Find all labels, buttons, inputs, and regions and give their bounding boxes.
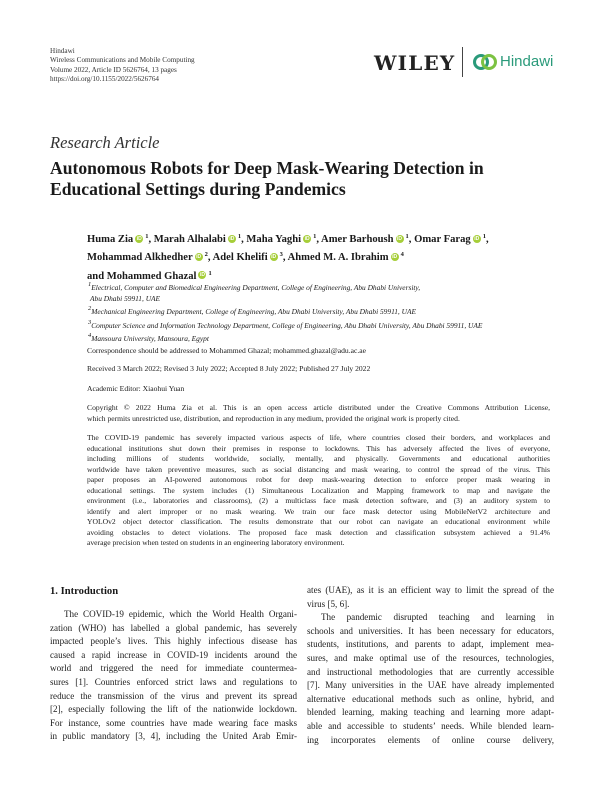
paragraph-line: students, institutions, and parents to adapt, implement mea- <box>307 639 554 650</box>
author-name: Maha Yaghi <box>246 234 302 245</box>
paragraph-line: For instance, some countries have made wearing face masks <box>50 717 297 728</box>
author-affiliation-number: 4 <box>400 251 404 259</box>
author-row: Mohammad Alkhedher iD $^2$, Adel Khelifi iD $^3$, Ahmed M. A. Ibrahim iD $^4$ <box>87 251 404 264</box>
paragraph-line: ing incorporates elements of online course delivery, <box>307 734 554 745</box>
paragraph-line: caused a rapid increase in COVID-19 incidents around the <box>50 649 297 660</box>
affiliation-line <box>87 280 557 294</box>
paragraph-line: able and accessible to students’ needs. While blended learn- <box>307 720 554 731</box>
journal-info <box>50 47 195 84</box>
orcid-icon[interactable]: iD <box>229 235 235 242</box>
affiliation-number: 3 <box>88 318 92 326</box>
correspondence: Correspondence should be addressed to Mohammed Ghazal; mohammed.ghazal@adu.ac.ae <box>87 346 367 355</box>
hindawi-logo-icon <box>473 51 497 73</box>
affiliation-text: Electrical, Computer and Biomedical Engineering Department, College of Engineering, Abu Dhabi University, <box>91 283 421 292</box>
author-affiliation-number: 1 <box>237 233 242 240</box>
author-affiliation-number: 3 <box>279 251 283 259</box>
hindawi-logo-text: Hindawi <box>500 53 554 70</box>
author-affiliation-number: 1 <box>145 233 149 240</box>
orcid-icon[interactable]: iD <box>304 235 310 242</box>
paragraph-line: in public mandatory [3, 4], including the United Arab Emir- <box>50 731 297 742</box>
affiliation-line <box>87 294 557 305</box>
orcid-icon[interactable]: iD <box>136 235 142 242</box>
affiliation-number: 4 <box>88 332 92 339</box>
abstract-line: avoiding obstacles to detect violations. The proposed face mask detection and classification subsystem achieved a 91.4% <box>87 527 550 537</box>
paragraph-line: impacted people’s lives. This highly infectious disease has <box>50 636 297 647</box>
author-affiliation-number: 1 <box>482 233 486 240</box>
author-row: and Mohammed Ghazal iD $^1$ <box>87 269 212 282</box>
author-affiliation-number: 1 <box>208 269 212 277</box>
abstract-line: average precision when tested on students in an engineering laboratory environment. <box>87 538 345 547</box>
copyright-line: Copyright © 2022 Huma Zia et al. This is an open access article distributed under the Creative Commons Attribution License, <box>87 403 550 412</box>
journal-name: Wireless Communications and Mobile Computing <box>50 56 195 65</box>
orcid-icon[interactable]: iD <box>474 235 480 242</box>
abstract-line: paper proposes an AI-powered autonomous robot for deep mask-wearing detection to enforce proper mask wearing in <box>87 475 550 484</box>
author-name: Omar Farag <box>414 234 471 245</box>
author-row: Huma Zia iD $^1$, Marah Alhalabi iD $^1$, Maha Yaghi iD $^1$, Amer Barhoush iD $^1$, Omar Farag iD $^1$, <box>87 233 489 245</box>
orcid-icon[interactable]: iD <box>271 253 277 260</box>
orcid-icon[interactable]: iD <box>397 235 403 242</box>
orcid-icon[interactable]: iD <box>392 253 398 260</box>
article-type: Research Article <box>50 133 160 152</box>
paragraph-line: schools and universities. It has been necessary for educators, <box>307 625 554 636</box>
paragraph-line: blended learning, making teaching and learning more adapt- <box>307 707 554 718</box>
affiliation-text: Computer Science and Information Technology Department, College of Engineering, Abu Dhabi University, Abu Dhabi 59911, UAE <box>91 320 483 330</box>
affiliation-line <box>87 318 557 332</box>
abstract-line: The COVID-19 pandemic has severely impacted various aspects of life, where countries closed their borders, and workplaces and <box>87 433 550 442</box>
affiliations <box>87 280 557 345</box>
article-dates: Received 3 March 2022; Revised 3 July 2022; Accepted 8 July 2022; Published 27 July 2022 <box>87 364 371 373</box>
copyright-line: which permits unrestricted use, distribution, and reproduction in any medium, provided the original work is properly cited. <box>87 413 460 423</box>
author-list <box>87 229 547 284</box>
paragraph-line: [2], especially following the lift of the nationwide lockdown. <box>50 704 297 715</box>
doi-link[interactable]: https://doi.org/10.1155/2022/5626764 <box>50 74 160 83</box>
title-line: Educational Settings during Pandemics <box>50 179 346 199</box>
affiliation-number: 2 <box>88 305 92 312</box>
intro-column-right <box>307 584 554 747</box>
publisher-line: Hindawi <box>50 47 75 55</box>
orcid-icon[interactable]: iD <box>196 253 202 260</box>
paragraph-line: sures [1]. Countries enforced strict laws and regulations to <box>50 676 297 687</box>
author-name: Marah Alhalabi <box>153 234 226 245</box>
paragraph-line: The pandemic disrupted teaching and learning in <box>321 612 554 623</box>
copyright-notice <box>87 403 550 424</box>
paragraph-line: reduce the transmission of the virus and prevent its spread <box>50 690 297 701</box>
intro-column-left <box>50 608 297 744</box>
abstract-line: educational institutions shut down their premises in response to lockdowns. This has adversely affected the lives of everyone, <box>87 443 550 453</box>
author-affiliation-number: 2 <box>204 251 208 259</box>
author-name: Ahmed M. A. Ibrahim <box>287 252 389 264</box>
article-title <box>50 158 520 200</box>
author-affiliation-number: 1 <box>405 233 409 240</box>
paragraph-line: [7]. Many universities in the UAE have already implemented <box>307 680 554 691</box>
abstract-line: identify and alert improper or no mask wearing. We train our face mask detector using MobileNetV2 architecture and <box>87 506 550 516</box>
author-name: Mohammed Ghazal <box>106 270 197 282</box>
volume-line: Volume 2022, Article ID 5626764, 13 pages <box>50 65 177 74</box>
abstract-line: YOLOv2 object detector classification. The results demonstrate that our robot can navigate an educational environment while <box>87 517 550 526</box>
affiliation-text: Mansoura University, Mansoura, Egypt <box>91 334 209 343</box>
abstract-line: including millions of students worldwide, socially, mentally, and physically. Governments and educational authorities <box>87 454 550 463</box>
paragraph-line: The COVID-19 epidemic, which the World Health Organi- <box>64 609 297 619</box>
section-heading: 1. Introduction <box>50 586 119 597</box>
abstract-line: environment (i.e., laboratories and classrooms), (2) a multiclass face mask detection software, and (3) an auditory system to <box>87 496 550 505</box>
academic-editor: Academic Editor: Xiaohui Yuan <box>87 384 185 393</box>
abstract-line: educational settings. The system includes (1) Simultaneous Localization and Mapping framework to map and navigate the <box>87 485 550 495</box>
title-line: Autonomous Robots for Deep Mask-Wearing Detection in <box>50 158 484 178</box>
affiliation-number: 1 <box>88 281 92 288</box>
paragraph-line: and instructional methodologies that are currently accessible <box>307 666 554 677</box>
abstract <box>87 433 550 549</box>
paragraph-line: ates (UAE), as it is an efficient way to limit the spread of the <box>307 585 554 595</box>
orcid-icon[interactable]: iD <box>199 272 205 279</box>
paragraph-line: sures, and make optimal use of the resources, technologies, <box>307 652 554 663</box>
wiley-logo: WILEY <box>374 51 456 75</box>
affiliation-line <box>87 331 557 345</box>
paragraph-line: virus [5, 6]. <box>307 598 350 609</box>
author-name: Adel Khelifi <box>212 252 268 264</box>
affiliation-text: Mechanical Engineering Department, College of Engineering, Abu Dhabi University, Abu Dhabi 59911, UAE <box>91 307 416 316</box>
affiliation-line <box>87 304 557 318</box>
paragraph-line: zation (WHO) has labelled a global pandemic, has severely <box>50 622 297 633</box>
author-name: Amer Barhoush <box>321 234 394 245</box>
author-name: Huma Zia <box>87 234 134 245</box>
abstract-line: worldwide have taken preventive measures, such as social distancing and mask wearing, to control the spread of the virus. This <box>87 464 550 474</box>
affiliation-text: Abu Dhabi 59911, UAE <box>90 293 161 303</box>
author-name: Mohammad Alkhedher <box>87 252 193 264</box>
logo-divider <box>462 47 463 77</box>
paragraph-line: alternative educational methods such as online, hybrid, and <box>307 693 554 704</box>
author-affiliation-number: 1 <box>313 233 317 240</box>
paragraph-line: world and triggered the need for immediate countermea- <box>50 663 297 674</box>
